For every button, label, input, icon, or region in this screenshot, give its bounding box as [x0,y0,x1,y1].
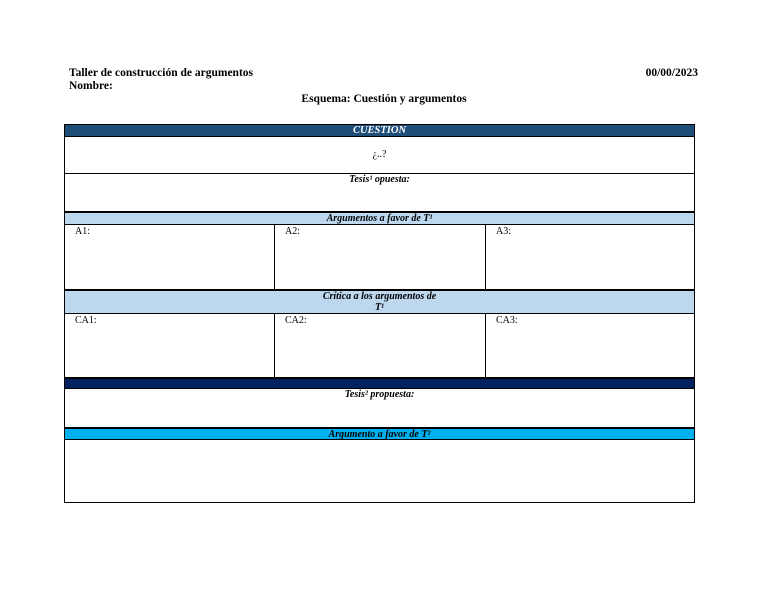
critique-header [64,290,695,314]
proposed-thesis-label: Tesis² propuesta: [344,389,415,400]
date-text: 00/00/2023 [645,67,698,79]
critiques-row [64,314,695,378]
argument-cell-a2[interactable]: A2: [274,225,485,289]
arguments-header: Argumentos a favor de T¹ [64,212,695,225]
critique-cell-ca2[interactable]: CA2: [274,314,485,377]
dark-separator-band [64,378,695,389]
argument-cell-a1[interactable]: A1: [75,226,90,237]
final-argument-box[interactable] [64,440,695,503]
opposing-thesis-label: Tesis¹ opuesta: [349,174,410,185]
critique-header-line1: Crítica a los argumentos de [322,291,437,302]
critique-cell-ca1[interactable]: CA1: [75,315,97,326]
opposing-thesis-box[interactable] [64,174,695,212]
course-title: Taller de construcción de argumentos [69,67,253,79]
final-argument-header: Argumento a favor de T² [64,428,695,440]
scheme-title: Esquema: Cuestión y argumentos [301,93,467,105]
critique-header-line2: T¹ [374,302,385,313]
argument-cell-a3[interactable]: A3: [485,225,694,289]
question-text: ¿..? [372,149,387,160]
proposed-thesis-box[interactable] [64,389,695,428]
cuestion-header: CUESTION [64,124,695,137]
question-box[interactable] [64,137,695,174]
name-label: Nombre: [69,80,113,92]
critique-cell-ca3[interactable]: CA3: [485,314,694,377]
arguments-row [64,225,695,290]
